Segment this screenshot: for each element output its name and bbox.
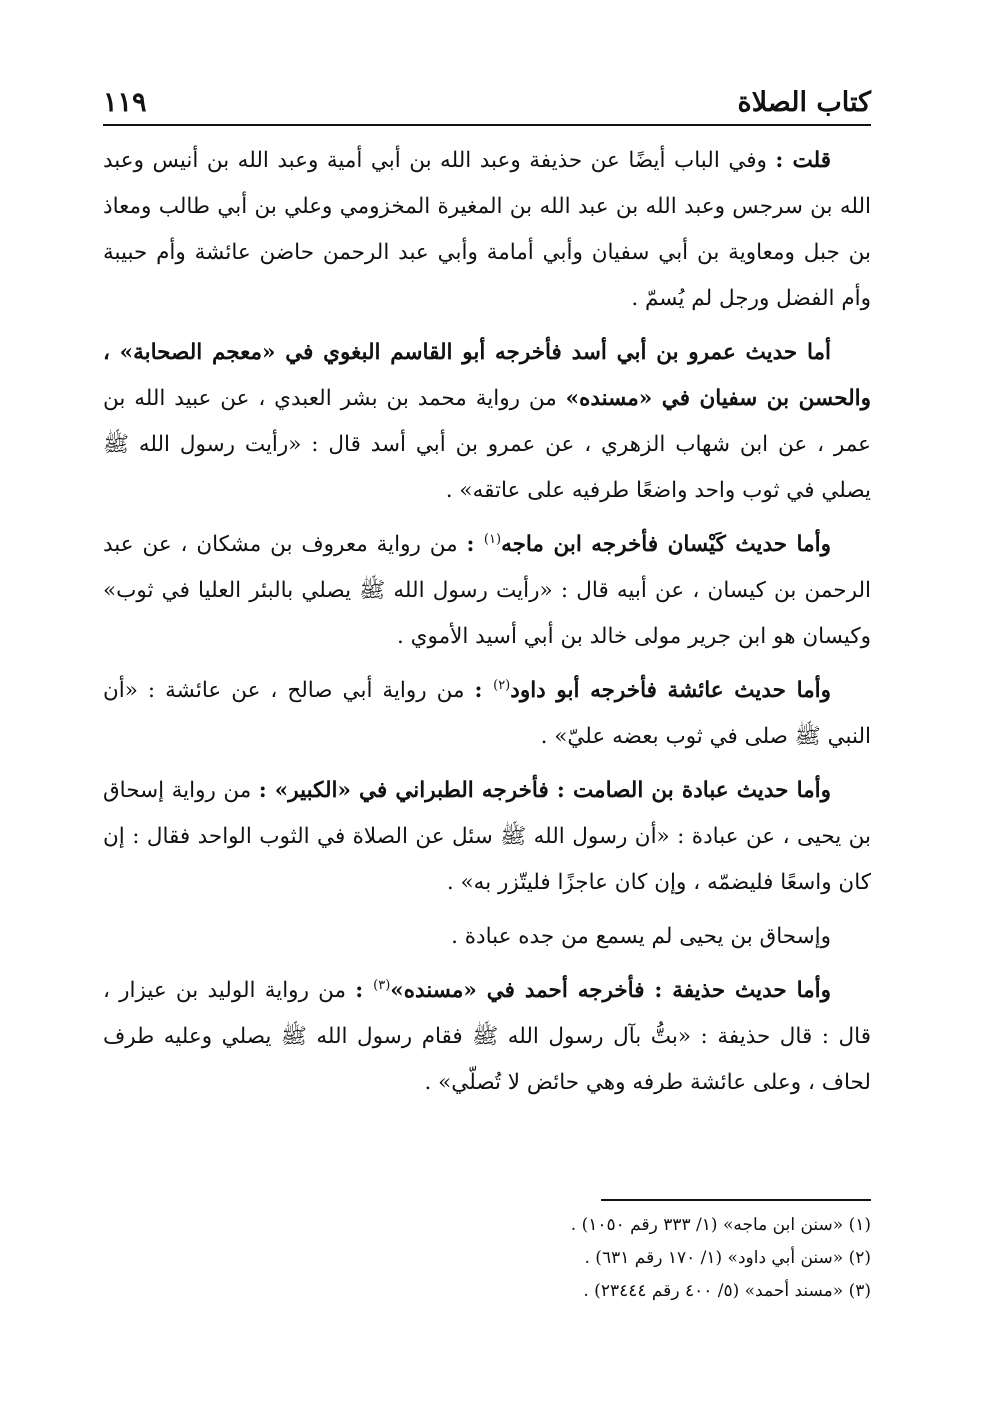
paragraph-1 <box>103 138 871 322</box>
paragraph-lead-colon: : <box>474 678 494 703</box>
paragraph-lead: قلت : <box>775 148 831 173</box>
paragraph-lead-colon: : <box>466 532 484 557</box>
main-text <box>103 138 871 1114</box>
footnote-1: (١) «سنن ابن ماجه» (١/ ٣٣٣ رقم ١٠٥٠) . <box>570 1215 871 1235</box>
paragraph-7 <box>103 968 871 1106</box>
footnote-2: (٢) «سنن أبي داود» (١/ ١٧٠ رقم ٦٣١) . <box>584 1248 871 1268</box>
paragraph-5 <box>103 768 871 906</box>
page-header <box>103 68 871 118</box>
paragraph-3 <box>103 522 871 660</box>
paragraph-lead: أما حديث عمرو بن أبي أسد فأخرجه أبو القاسم البغوي في «معجم الصحابة» ، والحسن بن سفيان في «مسنده» <box>103 340 871 411</box>
paragraph-4 <box>103 668 871 760</box>
paragraph-lead: وأما حديث كَيْسان فأخرجه ابن ماجه <box>501 532 831 557</box>
page-number: ١١٩ <box>103 87 147 118</box>
header-rule <box>103 124 871 126</box>
footnote-3: (٣) «مسند أحمد» (٥/ ٤٠٠ رقم ٢٣٤٤٤) . <box>583 1281 871 1301</box>
paragraph-2 <box>103 330 871 514</box>
paragraph-text: من رواية إسحاق بن يحيى ، عن عبادة : «أن رسول الله ﷺ سئل عن الصلاة في الثوب الواحد فقال : إن كان واسعًا فليضمّه ، وإن كان عاجزًا فليتّزر به» . <box>103 778 871 895</box>
book-title: كتاب الصلاة <box>737 87 871 118</box>
paragraph-lead-colon: : <box>355 978 374 1003</box>
paragraph-lead: وأما حديث حذيفة : فأخرجه أحمد في «مسنده» <box>390 978 832 1003</box>
paragraph-lead: وأما حديث عائشة فأخرجه أبو داود <box>510 678 831 703</box>
footnote-ref[interactable]: (٢) <box>493 677 511 693</box>
footnotes <box>103 1209 871 1308</box>
paragraph-text: وفي الباب أيضًا عن حذيفة وعبد الله بن أبي أمية وعبد الله بن أنيس وعبد الله بن سرجس وعبد الله بن عبد الله بن المغيرة المخزومي وعلي بن أبي طالب ومعاذ بن جبل ومعاوية بن أبي سفيان وأبي أمامة وأبي عبد الرحمن حاضن عائشة وأم حبيبة وأم الفضل ورجل لم يُسمّ . <box>103 148 871 311</box>
paragraph-text: من رواية محمد بن بشر العبدي ، عن عبيد الله بن عمر ، عن ابن شهاب الزهري ، عن عمرو بن أبي أسد قال : «رأيت رسول الله ﷺ يصلي في ثوب واحد واضعًا طرفيه على عاتقه» . <box>103 386 871 503</box>
paragraph-6 <box>103 914 871 960</box>
footnote-rule <box>601 1199 871 1201</box>
paragraph-text: من رواية أبي صالح ، عن عائشة : «أن النبي ﷺ صلى في ثوب بعضه عليّ» . <box>103 678 871 749</box>
paragraph-text: من رواية معروف بن مشكان ، عن عبد الرحمن بن كيسان ، عن أبيه قال : «رأيت رسول الله ﷺ يصلي بالبئر العليا في ثوب» وكيسان هو ابن جرير مولى خالد بن أبي أسيد الأموي . <box>103 532 871 649</box>
paragraph-text: وإسحاق بن يحيى لم يسمع من جده عبادة . <box>451 924 831 949</box>
paragraph-text: من رواية الوليد بن عيزار ، قال : قال حذيفة : «بتُّ بآل رسول الله ﷺ فقام رسول الله ﷺ يصلي وعليه طرف لحاف ، وعلى عائشة طرفه وهي حائض لا تُصلّي» . <box>103 978 871 1095</box>
footnote-ref[interactable]: (٣) <box>373 977 391 993</box>
footnote-ref[interactable]: (١) <box>483 531 502 547</box>
paragraph-lead: وأما حديث عبادة بن الصامت : فأخرجه الطبراني في «الكبير» : <box>258 778 832 803</box>
